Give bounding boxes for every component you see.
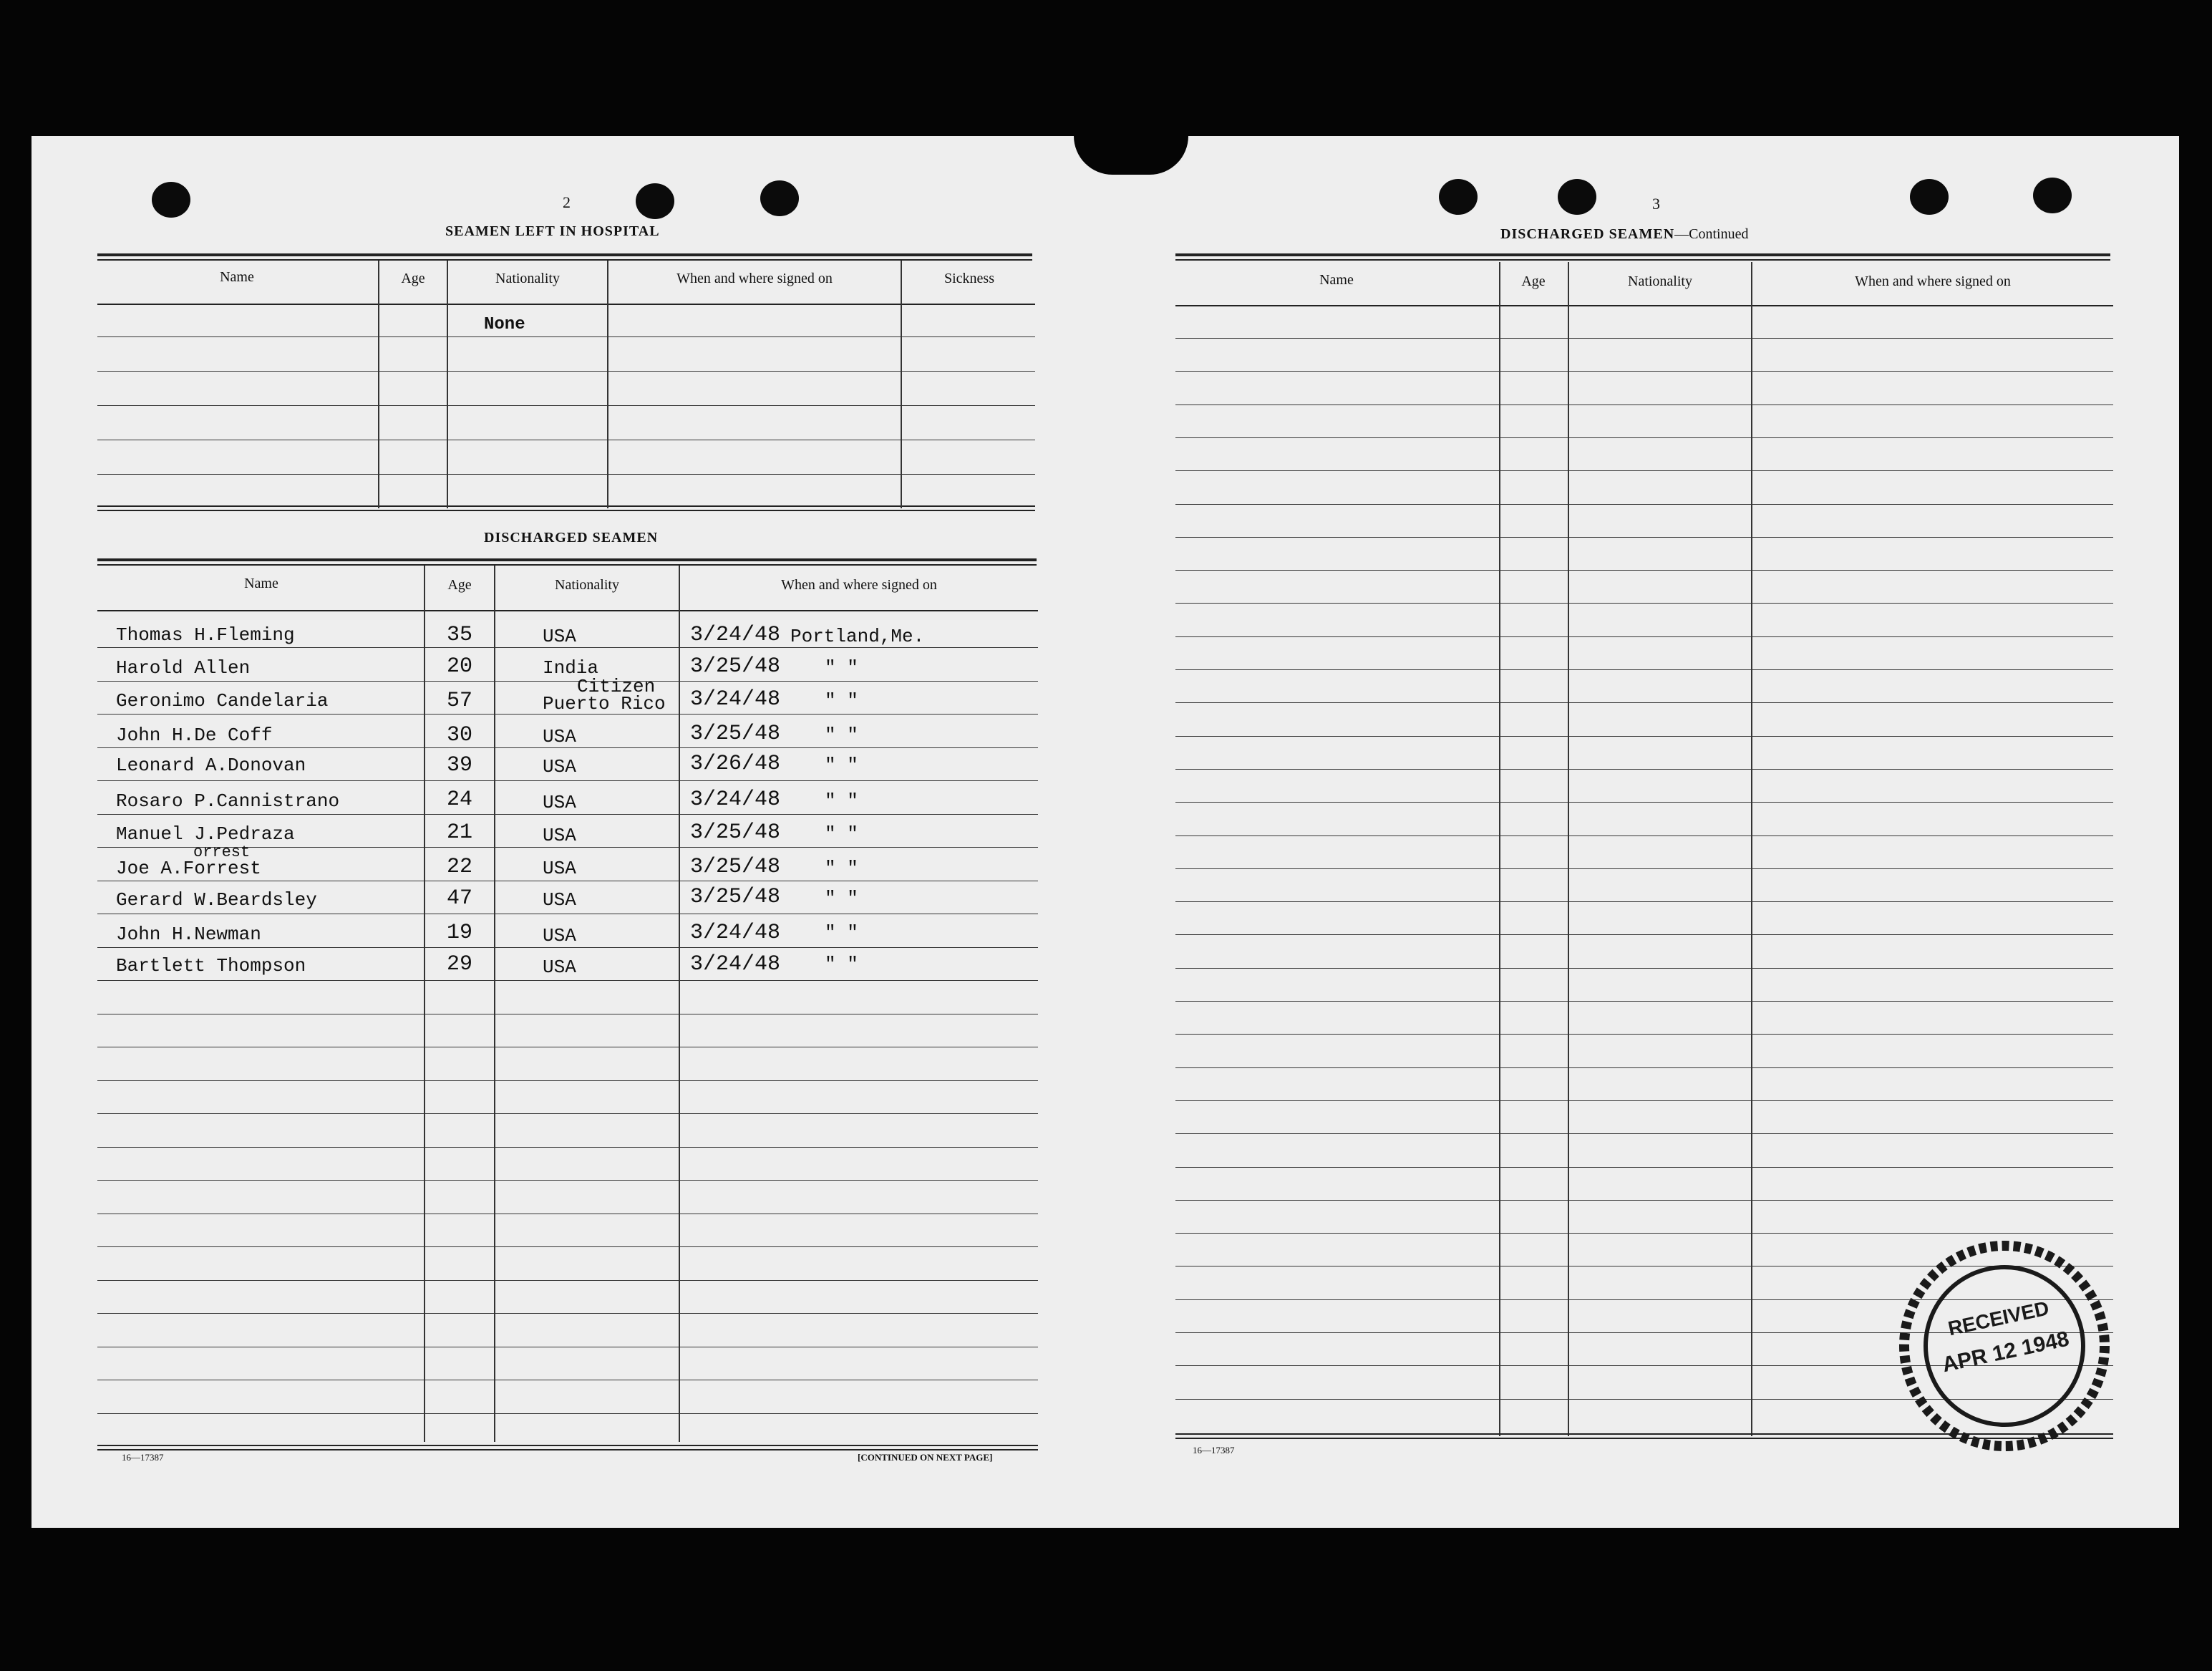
ruled-line <box>1175 736 2113 737</box>
ruled-line <box>1175 1001 2113 1002</box>
right-header-nationality: Nationality <box>1628 273 1692 289</box>
ruled-line <box>1175 968 2113 969</box>
hospital-header-age: Age <box>401 271 425 286</box>
row-4-place: " " <box>825 725 858 746</box>
hospital-header-nationality: Nationality <box>495 271 560 286</box>
hospital-bottom-rule <box>97 505 1035 507</box>
continued-note: [CONTINUED ON NEXT PAGE] <box>858 1452 993 1463</box>
ruled-line <box>1175 802 2113 803</box>
ruled-line <box>1175 570 2113 571</box>
hospital-bottom-rule-2 <box>97 510 1035 511</box>
row-9-nationality: USA <box>543 889 576 911</box>
ruled-line <box>97 780 1038 781</box>
row-10-date: 3/24/48 <box>690 921 781 945</box>
right-form-number: 16—17387 <box>1193 1445 1235 1456</box>
right-title-main: DISCHARGED SEAMEN <box>1500 226 1675 242</box>
ruled-line <box>97 980 1038 981</box>
row-9-place: " " <box>825 888 858 909</box>
hospital-col-divider <box>447 261 448 508</box>
ruled-line <box>97 1147 1038 1148</box>
row-6-age: 24 <box>447 788 473 812</box>
ruled-line <box>1175 1034 2113 1035</box>
right-header-name: Name <box>1319 272 1354 288</box>
punch-hole <box>760 180 799 216</box>
punch-hole <box>1439 179 1478 215</box>
right-header-signed-on: When and where signed on <box>1855 273 2011 289</box>
row-8-place: " " <box>825 858 858 879</box>
row-11-date: 3/24/48 <box>690 952 781 977</box>
ruled-line <box>1175 1133 2113 1134</box>
stamp-date: APR 12 1948 <box>1940 1327 2072 1377</box>
punch-hole <box>1910 179 1949 215</box>
ruled-line <box>97 1313 1038 1314</box>
hospital-section-title: SEAMEN LEFT IN HOSPITAL <box>445 223 660 239</box>
ruled-line <box>1175 1100 2113 1101</box>
punch-hole <box>636 183 674 219</box>
ruled-line <box>97 647 1038 648</box>
discharged-header-name: Name <box>244 576 278 591</box>
row-10-place: " " <box>825 922 858 944</box>
row-11-age: 29 <box>447 952 473 977</box>
ruled-line <box>1175 636 2113 637</box>
ruled-line <box>1175 868 2113 869</box>
ruled-line <box>1175 437 2113 438</box>
ruled-line <box>97 681 1038 682</box>
row-9-date: 3/25/48 <box>690 885 781 909</box>
ruled-line <box>1175 338 2113 339</box>
discharged-section-title: DISCHARGED SEAMEN <box>484 530 659 546</box>
discharged-header-signed-on: When and where signed on <box>781 577 937 593</box>
row-3-name: Geronimo Candelaria <box>116 690 329 712</box>
discharged-header-nationality: Nationality <box>555 577 619 593</box>
row-4-age: 30 <box>447 723 473 747</box>
ruled-line <box>97 814 1038 815</box>
ruled-line <box>97 1180 1038 1181</box>
discharged-top-rule <box>97 558 1037 561</box>
right-title-suffix: —Continued <box>1674 226 1749 242</box>
left-page-number: 2 <box>563 193 571 211</box>
discharged-col-divider <box>679 566 680 1442</box>
left-bottom-rule-2 <box>97 1449 1038 1450</box>
ruled-line <box>1175 1167 2113 1168</box>
discharged-col-divider <box>494 566 495 1442</box>
hospital-row-line <box>97 336 1035 337</box>
hospital-header-rule <box>97 304 1035 305</box>
punch-hole <box>2033 178 2072 213</box>
ruled-line <box>97 1113 1038 1114</box>
row-11-place: " " <box>825 954 858 975</box>
ruled-line <box>1175 1200 2113 1201</box>
row-2-place: " " <box>825 657 858 679</box>
ruled-line <box>97 947 1038 948</box>
row-1-place: Portland,Me. <box>790 626 925 647</box>
stamp-label: RECEIVED <box>1946 1297 2052 1340</box>
right-col-divider <box>1751 262 1752 1436</box>
row-8-name: Joe A.Forrest <box>116 858 261 879</box>
row-6-nationality: USA <box>543 792 576 813</box>
row-4-name: John H.De Coff <box>116 725 273 746</box>
ruled-line <box>1175 1233 2113 1234</box>
right-col-divider <box>1568 262 1569 1436</box>
left-bottom-rule <box>97 1445 1038 1446</box>
discharged-header-rule <box>97 610 1038 611</box>
ruled-line <box>1175 702 2113 703</box>
hospital-header-signed-on: When and where signed on <box>676 271 833 286</box>
ruled-line <box>97 1413 1038 1414</box>
row-2-nationality: India <box>543 657 599 679</box>
hospital-row-line <box>97 371 1035 372</box>
document-sheet <box>31 136 2179 1528</box>
row-2-name: Harold Allen <box>116 657 251 679</box>
row-8-name-note: orrest <box>193 843 251 861</box>
row-3-age: 57 <box>447 689 473 713</box>
right-header-rule <box>1175 305 2113 306</box>
row-7-place: " " <box>825 823 858 845</box>
ruled-line <box>97 1246 1038 1247</box>
ruled-line <box>1175 901 2113 902</box>
ruled-line <box>1175 669 2113 670</box>
row-1-age: 35 <box>447 623 473 647</box>
row-11-nationality: USA <box>543 956 576 978</box>
row-6-place: " " <box>825 790 858 812</box>
ruled-line <box>1175 934 2113 935</box>
received-stamp <box>1897 1239 2112 1453</box>
row-2-age: 20 <box>447 654 473 679</box>
row-7-age: 21 <box>447 820 473 845</box>
row-5-place: " " <box>825 755 858 776</box>
hospital-row-line <box>97 474 1035 475</box>
row-5-nationality: USA <box>543 756 576 778</box>
row-7-nationality: USA <box>543 825 576 846</box>
row-10-nationality: USA <box>543 925 576 946</box>
row-3-date: 3/24/48 <box>690 687 781 712</box>
discharged-col-divider <box>424 566 425 1442</box>
row-6-name: Rosaro P.Cannistrano <box>116 790 340 812</box>
ruled-line <box>1175 603 2113 604</box>
right-section-title <box>1500 226 1749 243</box>
row-3-place: " " <box>825 690 858 712</box>
row-1-name: Thomas H.Fleming <box>116 624 295 646</box>
row-3-nationality-note: Citizen <box>577 676 656 697</box>
ruled-line <box>1175 371 2113 372</box>
row-3-nationality: Puerto Rico <box>543 693 666 715</box>
right-top-rule <box>1175 253 2110 256</box>
hospital-col-divider <box>901 261 902 508</box>
row-7-date: 3/25/48 <box>690 820 781 845</box>
row-5-name: Leonard A.Donovan <box>116 755 306 776</box>
row-2-date: 3/25/48 <box>690 654 781 679</box>
discharged-top-rule-2 <box>97 564 1037 566</box>
right-col-divider <box>1499 262 1500 1436</box>
ruled-line <box>1175 769 2113 770</box>
row-8-age: 22 <box>447 855 473 879</box>
row-5-age: 39 <box>447 753 473 778</box>
left-form-number: 16—17387 <box>122 1452 164 1463</box>
row-8-nationality: USA <box>543 858 576 879</box>
ruled-line <box>97 1280 1038 1281</box>
hospital-header-sickness: Sickness <box>944 271 994 286</box>
hospital-row-line <box>97 405 1035 406</box>
ruled-line <box>1175 470 2113 471</box>
row-4-date: 3/25/48 <box>690 722 781 746</box>
hospital-col-divider <box>378 261 379 508</box>
row-9-age: 47 <box>447 886 473 911</box>
row-6-date: 3/24/48 <box>690 788 781 812</box>
ruled-line <box>1175 1067 2113 1068</box>
hospital-top-rule <box>97 253 1032 256</box>
right-top-rule-2 <box>1175 259 2110 261</box>
ruled-line <box>1175 504 2113 505</box>
row-4-nationality: USA <box>543 726 576 747</box>
ruled-line <box>1175 537 2113 538</box>
row-5-date: 3/26/48 <box>690 752 781 776</box>
row-8-date: 3/25/48 <box>690 855 781 879</box>
discharged-header-age: Age <box>447 577 472 593</box>
row-1-date: 3/24/48 <box>690 623 781 647</box>
row-10-age: 19 <box>447 921 473 945</box>
right-header-age: Age <box>1521 273 1546 289</box>
punch-hole <box>1558 179 1596 215</box>
row-10-name: John H.Newman <box>116 924 261 945</box>
row-11-name: Bartlett Thompson <box>116 955 306 977</box>
hospital-entry: None <box>484 315 525 334</box>
hospital-header-name: Name <box>220 269 254 285</box>
row-1-nationality: USA <box>543 626 576 647</box>
ruled-line <box>97 1080 1038 1081</box>
hospital-col-divider <box>607 261 608 508</box>
right-page-number: 3 <box>1652 195 1660 213</box>
row-9-name: Gerard W.Beardsley <box>116 889 317 911</box>
punch-hole <box>152 182 190 218</box>
hospital-top-rule-2 <box>97 259 1032 261</box>
row-7-name: Manuel J.Pedraza <box>116 823 295 845</box>
